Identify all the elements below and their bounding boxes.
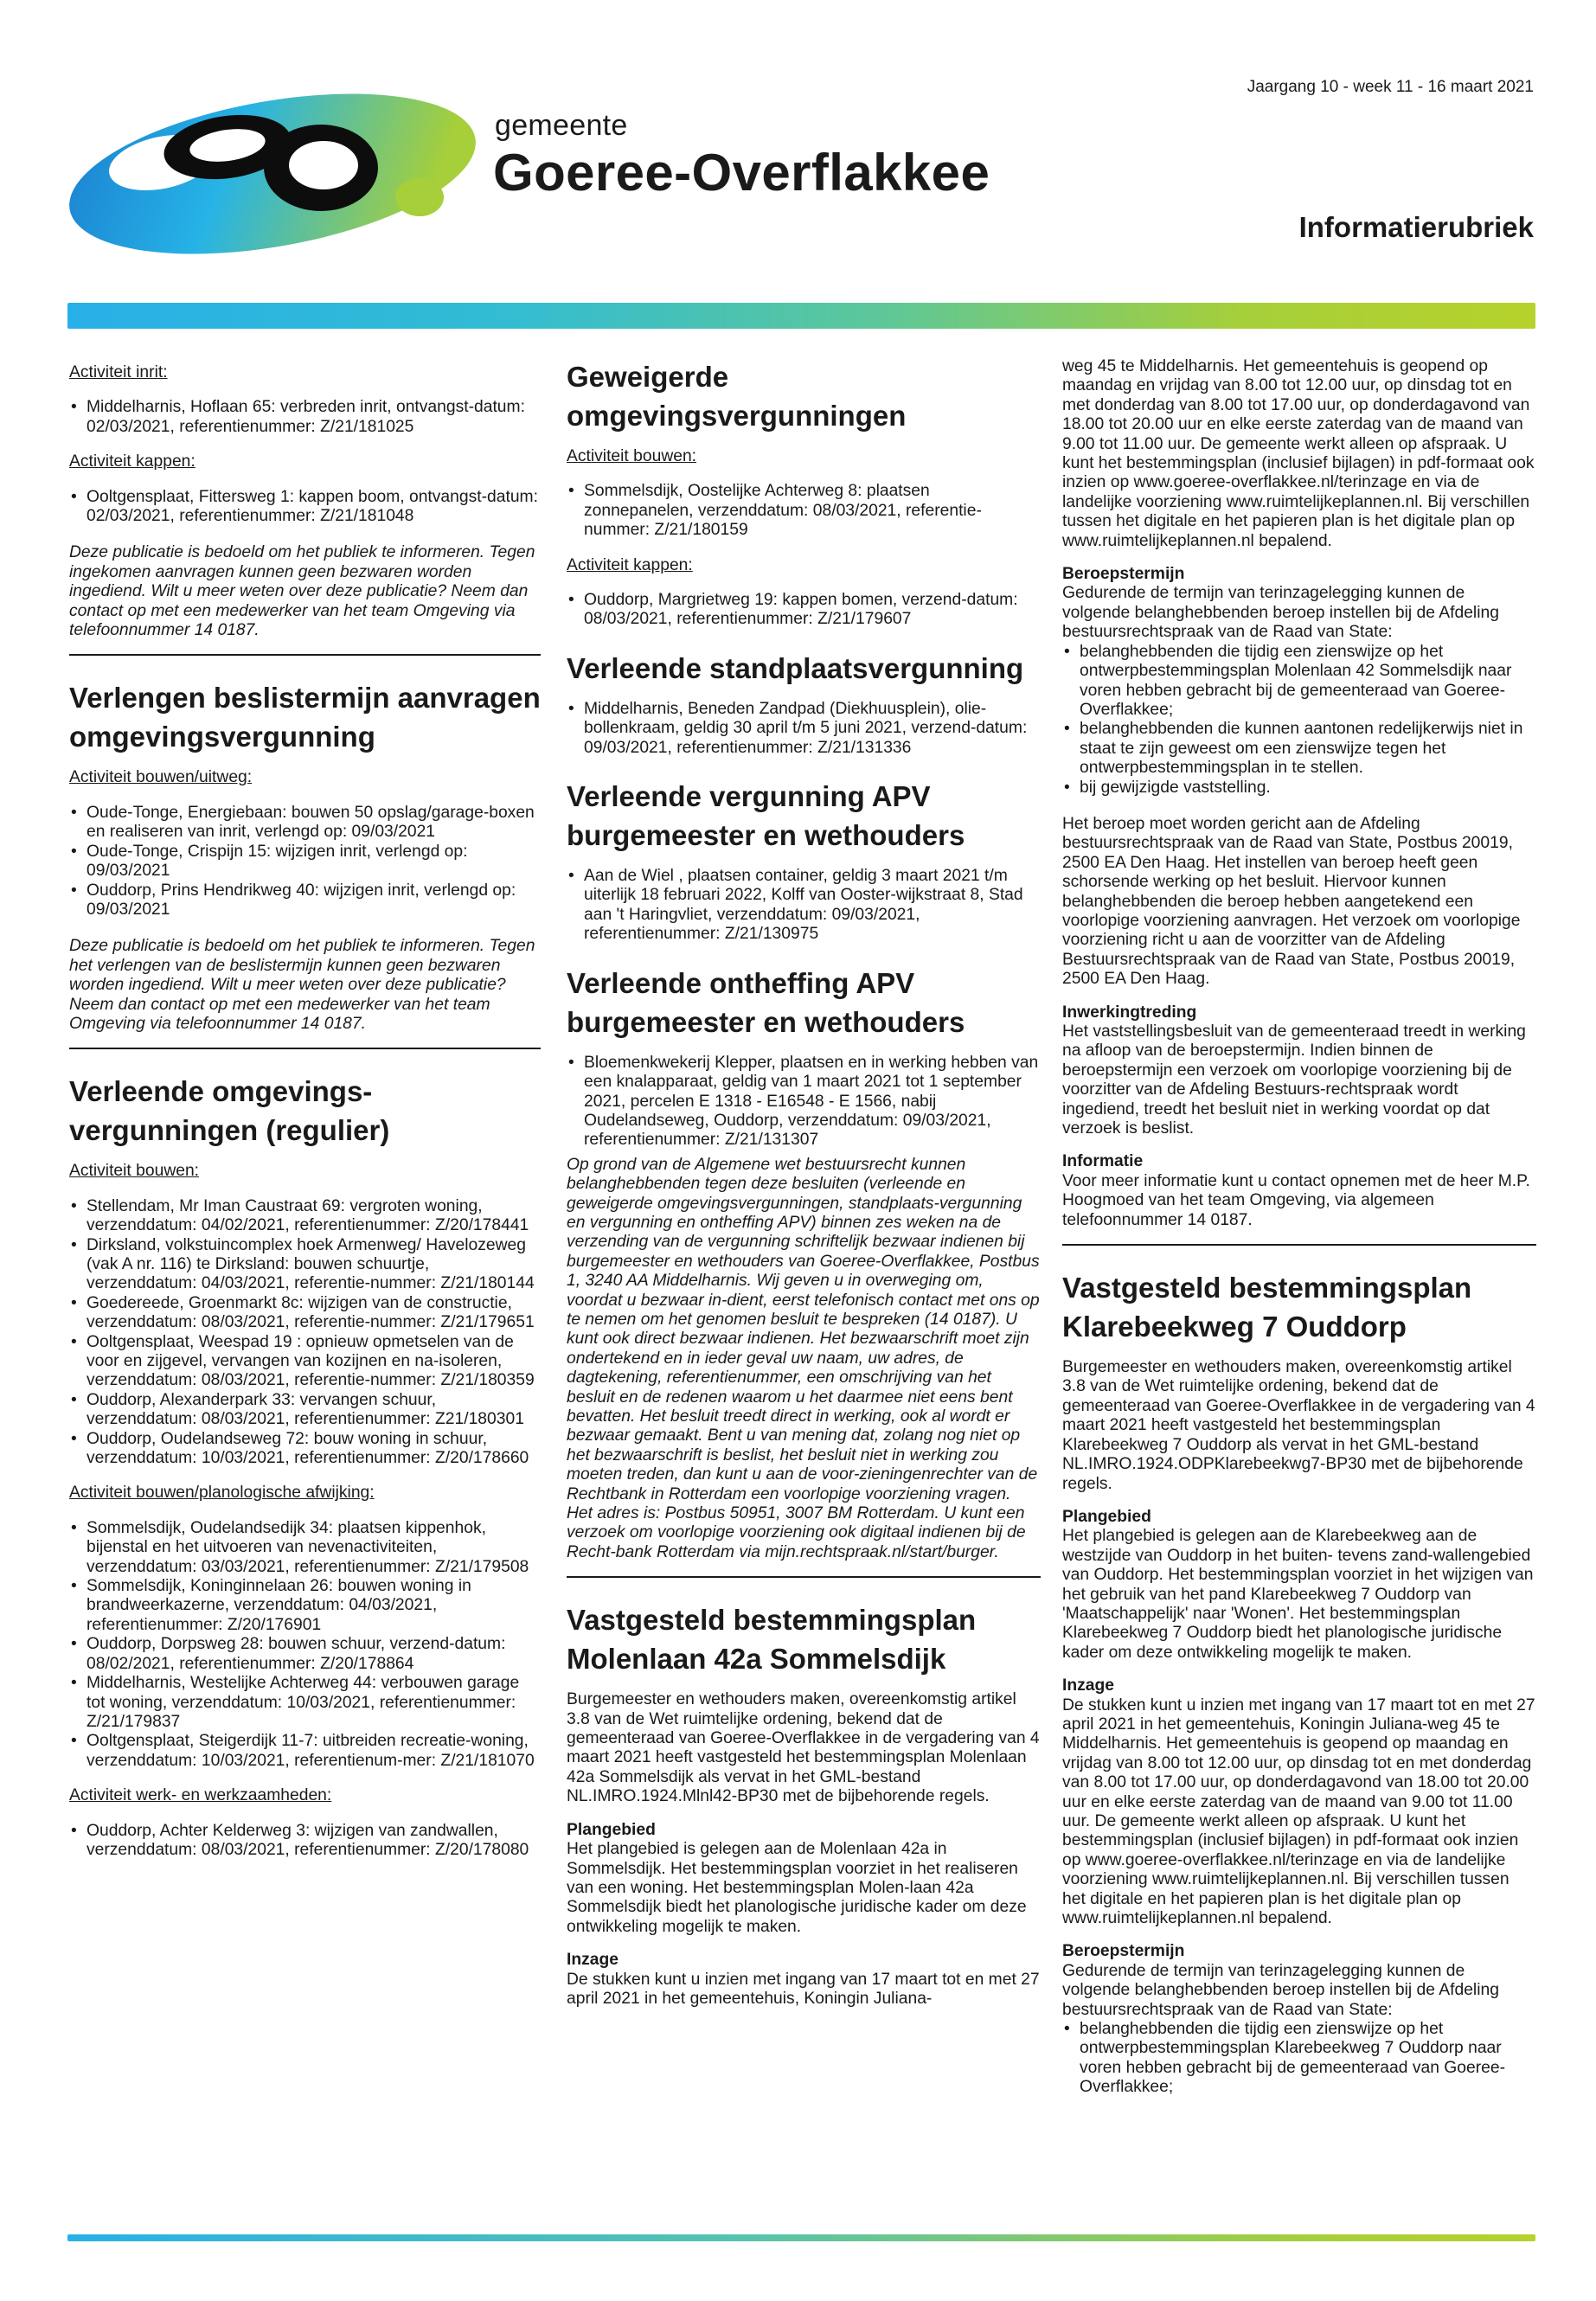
activity-label: Activiteit inrit: [69,363,168,381]
section-heading: Informatierubriek [1298,211,1534,243]
spacer [567,758,1041,777]
list-item: • Bloemenkwekerij Klepper, plaatsen en in werking hebben van een knalapparaat, geldig van 1 maart 2021 tot 1 september 2021, percelen E 1318 - E16548 - E 1566, nabij Oudelandseweg, Ouddorp, verzenddatum: 09/03/2021, referentienummer: Z/21/131307 [567,1054,1041,1150]
list-item: • Middelharnis, Westelijke Achterweg 44: verbouwen garage tot woning, verzenddatum: 10/03/2021, referentienummer: Z/21/179837 [69,1674,541,1732]
list-item: • Sommelsdijk, Oostelijke Achterweg 8: plaatsen zonnepanelen, verzenddatum: 08/03/2021, referentie-nummer: Z/21/180159 [567,482,1041,540]
paragraph: weg 45 te Middelharnis. Het gemeentehuis is geopend op maandag en vrijdag van 8.00 tot 12.00 uur, op dinsdag tot en met donderdag van 8.00 tot 17.00 uur, op donderdagavond van 18.00 tot 20.00 uur en elke eerste zaterdag van de maand van 9.00 tot 11.00 uur. De gemeente werkt alleen op afspraak. U kunt het bestemmingsplan (inclusief bijlagen) in pdf-formaat ook inzien op www.goeree-overflakkee.nl/terinzage en via de landelijke voorziening www.ruimtelijkeplannen.nl. Bij verschillen tussen het digitale en het papieren plan is het digitale plan op www.ruimtelijkeplannen.nl bepalend. [1062,357,1535,550]
list-item: • Ouddorp, Alexanderpark 33: vervangen schuur, verzenddatum: 08/03/2021, referentienummer: Z21/180301 [69,1391,541,1430]
subheading: Inzage [567,1951,619,1970]
permit-list [567,867,1041,945]
appeal-list [1062,643,1536,798]
section-title: Verleende standplaatsvergunning [567,651,1024,684]
paragraph: Burgemeester en wethouders maken, overeenkomstig artikel 3.8 van de Wet ruimtelijke ordening, bekend dat de gemeenteraad van Goeree-Overflakkee in de vergadering van 4 maart 2021 heeft vastgesteld het bestemmingsplan Molenlaan 42a Sommelsdijk als vervat in het GML-bestand NL.IMRO.1924.Mlnl42-BP30 met de bijbehorende regels. [567,1690,1040,1806]
list-item: • Ouddorp, Achter Kelderweg 3: wijzigen van zandwallen, verzenddatum: 08/03/2021, referentienummer: Z/20/178080 [69,1822,541,1861]
list-item: • Sommelsdijk, Koninginnelaan 26: bouwen woning in brandweerkazerne, verzenddatum: 04/03/2021, referentienummer: Z/20/176901 [69,1577,541,1635]
column-1 [69,357,541,2217]
appeal-list [1062,2020,1536,2098]
paragraph: Het beroep moet worden gericht aan de Afdeling bestuursrechtspraak van de Raad van State, Postbus 20019, 2500 EA Den Haag. Het instellen van beroep heeft geen schorsende werking op het besluit. Hiervoor kunnen belanghebbenden die beroep hebben aangetekend een voorlopige voorziening aanvragen. Het verzoek om voorlopige voorziening richt u aan de voorzitter van de Afdeling Bestuursrechtspraak van de Raad van State, Postbus 20019, 2500 EA Den Haag. [1062,814,1521,989]
spacer [567,945,1041,964]
section-title: Vastgesteld bestemmingsplan Molenlaan 42a Sommelsdijk [567,1604,977,1676]
paragraph: Het plangebied is gelegen aan de Molenlaan 42a in Sommelsdijk. Het bestemmingsplan voorziet in het realiseren van een woning. Het bestemmingsplan Molen-laan 42a Sommelsdijk biedt het planologische juridische kader om deze ontwikkeling mogelijk te maken. [567,1840,1027,1936]
divider [69,654,541,656]
paragraph: Voor meer informatie kunt u contact opnemen met de heer M.P. Hoogmoed van het team Omgeving, via algemeen telefoonnummer 14 0187. [1062,1171,1530,1229]
objection-note: Op grond van de Algemene wet bestuursrecht kunnen belanghebbenden tegen deze besluiten (verleende en geweigerde omgevingsvergunningen, standplaats-vergunning en vergunning en ontheffing APV) binnen zes weken na de verzending van de vergunning schriftelijk bezwaar indienen bij burgemeester en wethouders van Goeree-Overflakkee, Postbus 1, 3240 AA Middelharnis. Wij geven u in overweging om, voordat u bezwaar in-dient, eerst telefonisch contact met ons op te nemen om het genomen besluit te bespreken (14 0187). U kunt ook direct bezwaar indienen. Het bezwaarschrift moet zijn ondertekend en in ieder geval uw naam, uw adres, de dagtekening, referentienummer, een omschrijving van het besluit en de redenen waarom u het daarmee niet eens bent bevatten. Het besluit treedt direct in werking, ook al wordt er bezwaar gemaakt. Bent u van mening dat, zolang nog niet op het bezwaarschrift is beslist, het besluit niet in werking zou moeten treden, dan kunt u aan de voor-zieningenrechter van de Rechtbank in Rotterdam een voorlopige voorziening vragen. Het adres is: Postbus 50951, 3007 BM Rotterdam. U kunt een verzoek om voorlopige voorziening ook digitaal indienen bij de Recht-bank Rotterdam via mijn.rechtspraak.nl/start/burger. [567,1155,1040,1561]
subheading: Informatie [1062,1152,1144,1171]
list-item: • belanghebbenden die tijdig een zienswijze op het ontwerpbestemmingsplan Molenlaan 42 Sommelsdijk naar voren hebben gebracht bij de gemeenteraad van Goeree-Overflakkee; [1062,643,1536,721]
paragraph: Burgemeester en wethouders maken, overeenkomstig artikel 3.8 van de Wet ruimtelijke ordening, bekend dat de gemeenteraad van Goeree-Overflakkee in de vergadering van 4 maart 2021 heeft vastgesteld het bestemmingsplan Klarebeekweg 7 Ouddorp als vervat in het GML-bestand NL.IMRO.1924.ODPKlarebeekwg7-BP30 met de bijbehorende regels. [1062,1358,1535,1493]
header-gradient-band [67,303,1535,329]
paragraph: De stukken kunt u inzien met ingang van 17 maart tot en met 27 april 2021 in het gemeentehuis, Koningin Juliana-weg 45 te Middelharnis. Het gemeentehuis is geopend op maandag en vrijdag van 8.00 tot 12.00 uur, op dinsdag tot en met donderdag van 8.00 tot 17.00 uur, op donderdagavond van 18.00 tot 20.00 uur en elke eerste zaterdag van de maand van 9.00 tot 11.00 uur. De gemeente werkt alleen op afspraak. U kunt het bestemmingsplan (inclusief bijlagen) in pdf-formaat ook inzien op www.goeree-overflakkee.nl/terinzage en via de landelijke voorziening www.ruimtelijkeplannen.nl. Bij verschillen tussen het digitale en het papieren plan is het digitale plan op www.ruimtelijkeplannen.nl bepalend. [1062,1695,1535,1928]
subheading: Inzage [1062,1676,1114,1695]
list-item: • belanghebbenden die kunnen aantonen redelijkerwijs niet in staat te zijn geweest om een zienswijze tegen het ontwerpbestemmingsplan in te stellen. [1062,720,1536,778]
list-item: • Ooltgensplaat, Weespad 19 : opnieuw opmetselen van de voor en zijgevel, vervangen van kozijnen en na-isoleren, verzenddatum: 08/03/2021, referentie-nummer: Z/21/180359 [69,1333,541,1391]
list-item: • Ouddorp, Prins Hendrikweg 40: wijzigen inrit, verlengd op: 09/03/2021 [69,881,541,920]
list-item: • Ouddorp, Margrietweg 19: kappen bomen, verzend-datum: 08/03/2021, referentienummer: Z/21/179607 [567,591,1041,630]
column-2 [567,357,1041,2226]
activity-label: Activiteit bouwen/planologische afwijking: [69,1484,375,1503]
section-title: Verleende ontheffing APV burgemeester en wethouders [567,966,965,1038]
activity-label: Activiteit bouwen: [69,1162,200,1181]
paragraph: Gedurende de termijn van terinzagelegging kunnen de volgende belanghebbenden beroep instellen bij de Afdeling bestuursrechtspraak van de Raad van State: [1062,1961,1499,2019]
list-item: • Middelharnis, Hoflaan 65: verbreden inrit, ontvangst-datum: 02/03/2021, referentienummer: Z/21/181025 [69,398,541,437]
permit-list [567,1054,1041,1150]
list-item: • bij gewijzigde vaststelling. [1062,779,1536,798]
list-item: • Stellendam, Mr Iman Caustraat 69: vergroten woning, verzenddatum: 04/02/2021, referentienummer: Z/20/178441 [69,1197,541,1236]
subheading: Plangebied [567,1820,656,1839]
subheading: Inwerkingtreding [1062,1003,1197,1022]
list-item: • Sommelsdijk, Oudelandsedijk 34: plaatsen kippenhok, bijenstal en het uitvoeren van nevenactiviteiten, verzenddatum: 03/03/2021, referentienummer: Z/21/179508 [69,1519,541,1577]
publication-note: Deze publicatie is bedoeld om het publiek te informeren. Tegen het verlengen van de beslistermijn kunnen geen bezwaren worden ingediend. Wilt u meer weten over deze publicatie? Neem dan contact op met een medewerker van het team Omgeving via telefoonnummer 14 0187. [69,937,535,1033]
section-title: Geweigerde omgevingsvergunningen [567,361,907,432]
list-item: • Ouddorp, Oudelandseweg 72: bouw woning in schuur, verzenddatum: 10/03/2021, referentienummer: Z/20/178660 [69,1430,541,1469]
divider [1062,1244,1536,1246]
paragraph: Gedurende de termijn van terinzagelegging kunnen de volgende belanghebbenden beroep instellen bij de Afdeling bestuursrechtspraak van de Raad van State: [1062,584,1499,642]
permit-list [567,482,1041,540]
paragraph: Het vaststellingsbesluit van de gemeenteraad treedt in werking na afloop van de beroepstermijn. Indien binnen de beroepstermijn een verzoek om voorlopige voorziening bij de voorzitter van de Afdeling Bestuurs-rechtspraak wordt ingediend, treedt het besluit niet in werking voordat op dat verzoek is beslist. [1062,1022,1526,1138]
list-item: • Ouddorp, Dorpsweg 28: bouwen schuur, verzend-datum: 08/02/2021, referentienummer: Z/20/178864 [69,1635,541,1674]
activity-label: Activiteit werk- en werkzaamheden: [69,1786,332,1805]
publication-note: Deze publicatie is bedoeld om het publiek te informeren. Tegen ingekomen aanvragen kunnen geen bezwaren worden ingediend. Wilt u meer weten over deze publicatie? Neem dan contact op met een medewerker van het team Omgeving via telefoonnummer 14 0187. [69,543,535,640]
permit-list [69,1822,541,1861]
list-item: • Dirksland, volkstuincomplex hoek Armenweg/ Havelozeweg (vak A nr. 116) te Dirksland: bouwen schuurtje, verzenddatum: 04/03/2021, referentie-nummer: Z/21/180144 [69,1236,541,1294]
list-item: • belanghebbenden die tijdig een zienswijze op het ontwerpbestemmingsplan Klarebeekweg 7 Ouddorp naar voren hebben gebracht bij de gemeenteraad van Goeree-Overflakkee; [1062,2020,1536,2098]
permit-list [69,1519,541,1771]
footer-gradient-band [67,2234,1535,2241]
permit-list [69,488,541,527]
list-item: • Middelharnis, Beneden Zandpad (Diekhuusplein), olie-bollenkraam, geldig 30 april t/m 5 juni 2021, verzend-datum: 09/03/2021, referentienummer: Z/21/131336 [567,700,1041,758]
section-title: Verlengen beslistermijn aanvragen omgevingsvergunning [69,682,541,753]
list-item: • Aan de Wiel , plaatsen container, geldig 3 maart 2021 t/m uiterlijk 18 februari 2022, Kolff van Ooster-wijkstraat 8, Stad aan 't Haringvliet, verzenddatum: 09/03/2021, referentienummer: Z/21/130975 [567,867,1041,945]
permit-list [69,1197,541,1469]
list-item: • Ooltgensplaat, Steigerdijk 11-7: uitbreiden recreatie-woning, verzenddatum: 10/03/2021, referentienum-mer: Z/21/181070 [69,1732,541,1771]
activity-label: Activiteit bouwen/uitweg: [69,768,253,787]
spacer [567,630,1041,649]
subheading: Beroepstermijn [1062,1942,1185,1961]
permit-list [567,700,1041,758]
org-name-small: gemeente [495,109,628,142]
section-title: Verleende vergunning APV burgemeester en wethouders [567,780,965,852]
list-item: • Oude-Tonge, Crispijn 15: wijzigen inrit, verlengd op: 09/03/2021 [69,843,541,881]
list-item: • Goedereede, Groenmarkt 8c: wijzigen van de constructie, verzenddatum: 08/03/2021, referentie-nummer: Z/21/179651 [69,1294,541,1333]
column-3 [1062,357,1536,2226]
subheading: Plangebied [1062,1507,1151,1526]
divider [567,1576,1041,1578]
list-item: • Oude-Tonge, Energiebaan: bouwen 50 opslag/garage-boxen en realiseren van inrit, verlengd op: 09/03/2021 [69,804,541,843]
list-item: • Ooltgensplaat, Fittersweg 1: kappen boom, ontvangst-datum: 02/03/2021, referentienummer: Z/21/181048 [69,488,541,527]
org-name: Goeree-Overflakkee [493,144,990,202]
issue-info: Jaargang 10 - week 11 - 16 maart 2021 [1247,78,1534,96]
municipality-logo [65,76,489,268]
activity-label: Activiteit kappen: [567,555,693,574]
section-title: Verleende omgevings-vergunningen (regulier) [69,1075,390,1147]
subheading: Beroepstermijn [1062,565,1185,584]
paragraph: Het plangebied is gelegen aan de Klarebeekweg aan de westzijde van Ouddorp in het buiten- tevens zand-wallengebied van Ouddorp. Het bestemmingsplan voorziet in het wijzigen van het gebruik van het pand Klarebeekweg 7 Ouddorp van 'Maatschappelijk' naar 'Wonen'. Het bestemmingsplan Klarebeekweg 7 Ouddorp biedt het planologische juridische kader om deze ontwikkeling mogelijk te maken. [1062,1527,1534,1662]
permit-list [69,398,541,437]
paragraph: De stukken kunt u inzien met ingang van 17 maart tot en met 27 april 2021 in het gemeentehuis, Koningin Juliana- [567,1970,1040,2008]
activity-label: Activiteit kappen: [69,452,195,471]
divider [69,1048,541,1049]
activity-label: Activiteit bouwen: [567,447,697,465]
permit-list [567,591,1041,630]
permit-list [69,804,541,920]
section-title: Vastgesteld bestemmingsplan Klarebeekweg 7 Ouddorp [1062,1272,1472,1343]
